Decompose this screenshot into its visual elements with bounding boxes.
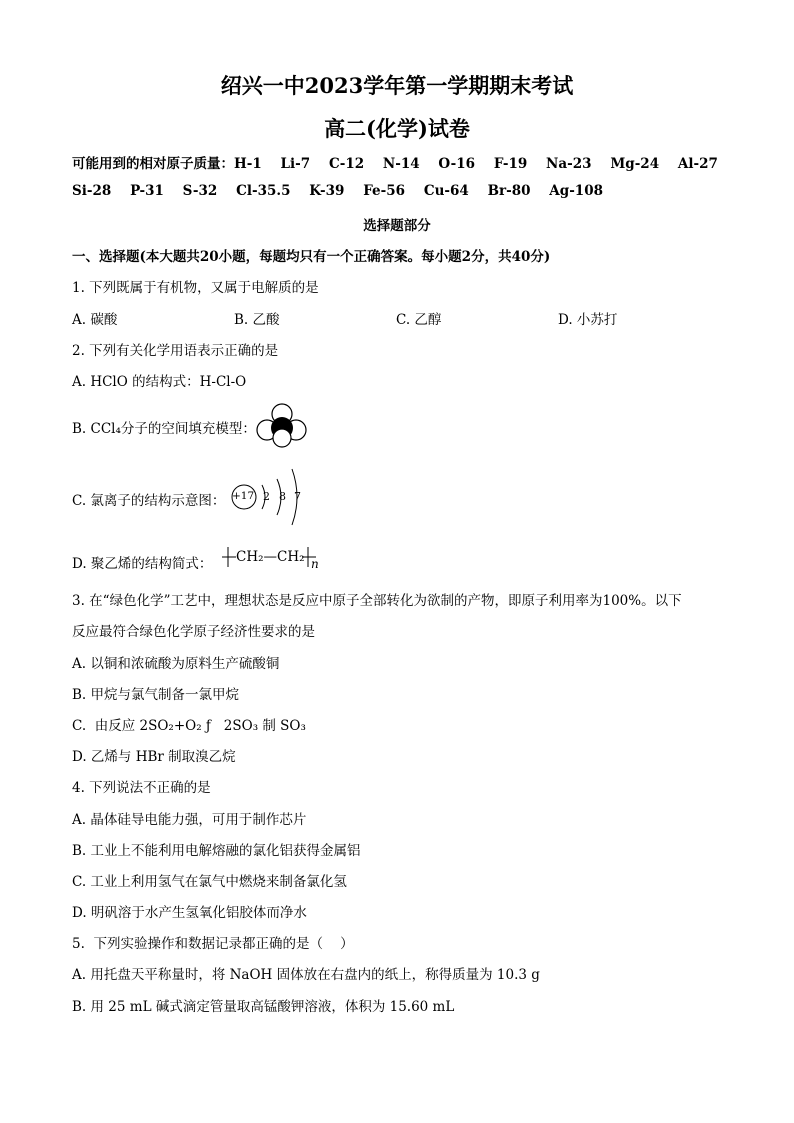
shell-3-electrons: 7 bbox=[294, 490, 301, 503]
shell-2-electrons: 8 bbox=[279, 490, 286, 503]
polymer-degree-n: n bbox=[311, 557, 319, 571]
q4-option-d: D. 明矾溶于水产生氢氧化铝胶体而净水 bbox=[72, 905, 307, 921]
q1-option-b: B. 乙酸 bbox=[234, 312, 280, 328]
q4-option-a: A. 晶体硅导电能力强，可用于制作芯片 bbox=[72, 812, 307, 828]
q3-option-a: A. 以铜和浓硫酸为原料生产硫酸铜 bbox=[72, 656, 280, 672]
q1-option-a: A. 碳酸 bbox=[72, 312, 118, 328]
q5-option-b: B. 用 25 mL 碱式滴定管量取高锰酸钾溶液，体积为 15.60 mL bbox=[72, 999, 455, 1015]
part1-heading: 一、选择题(本大题共20小题，每题均只有一个正确答案。每小题2分，共40分) bbox=[72, 249, 551, 265]
q5-stem: 5. 下列实验操作和数据记录都正确的是（ ） bbox=[72, 936, 354, 952]
q1-stem: 1. 下列既属于有机物，又属于电解质的是 bbox=[72, 280, 319, 296]
polyethylene-formula: CH₂—CH₂ bbox=[236, 549, 305, 565]
q5-option-a: A. 用托盘天平称量时，将 NaOH 固体放在右盘内的纸上，称得质量为 10.3 g bbox=[72, 967, 540, 983]
atomic-mass-line-1: 可能用到的相对原子质量：H-1 Li-7 C-12 N-14 O-16 F-19 Na-23 Mg-24 Al-27 bbox=[72, 156, 718, 172]
q4-option-c: C. 工业上利用氢气在氯气中燃烧来制备氯化氢 bbox=[72, 874, 347, 890]
q4-stem: 4. 下列说法不正确的是 bbox=[72, 780, 211, 796]
q4-option-b: B. 工业上不能利用电解熔融的氯化铝获得金属铝 bbox=[72, 843, 361, 859]
atomic-mass-line-2: Si-28 P-31 S-32 Cl-35.5 K-39 Fe-56 Cu-64 Br-80 Ag-108 bbox=[72, 183, 603, 199]
q1-option-d: D. 小苏打 bbox=[558, 312, 618, 328]
ccl4-space-filling-model bbox=[254, 402, 308, 448]
q3-stem-line-2: 反应最符合绿色化学原子经济性要求的是 bbox=[72, 624, 315, 640]
q2-option-d: D. 聚乙烯的结构简式： bbox=[72, 556, 213, 572]
q3-option-c: C. 由反应 2SO₂+O₂ ƒ 2SO₃ 制 SO₃ bbox=[72, 718, 306, 734]
q2-option-b: B. CCl₄分子的空间填充模型： bbox=[72, 421, 256, 437]
q3-option-d: D. 乙烯与 HBr 制取溴乙烷 bbox=[72, 749, 236, 765]
q3-stem-line-1: 3. 在“绿色化学”工艺中，理想状态是反应中原子全部转化为欲制的产物，即原子利用率为100%。以下 bbox=[72, 593, 682, 609]
q2-stem: 2. 下列有关化学用语表示正确的是 bbox=[72, 343, 279, 359]
q2-option-a: A. HClO 的结构式：H-Cl-O bbox=[72, 374, 247, 390]
exam-subtitle: 高二(化学)试卷 bbox=[324, 116, 470, 141]
exam-title: 绍兴一中2023学年第一学期期末考试 bbox=[220, 73, 574, 98]
shell-1-electrons: 2 bbox=[263, 490, 270, 503]
q2-option-c: C. 氯离子的结构示意图： bbox=[72, 493, 226, 509]
q3-option-b: B. 甲烷与氯气制备一氯甲烷 bbox=[72, 687, 240, 703]
q1-option-c: C. 乙醇 bbox=[396, 312, 442, 328]
nucleus-charge: +17 bbox=[232, 490, 255, 502]
section-title: 选择题部分 bbox=[363, 218, 431, 234]
